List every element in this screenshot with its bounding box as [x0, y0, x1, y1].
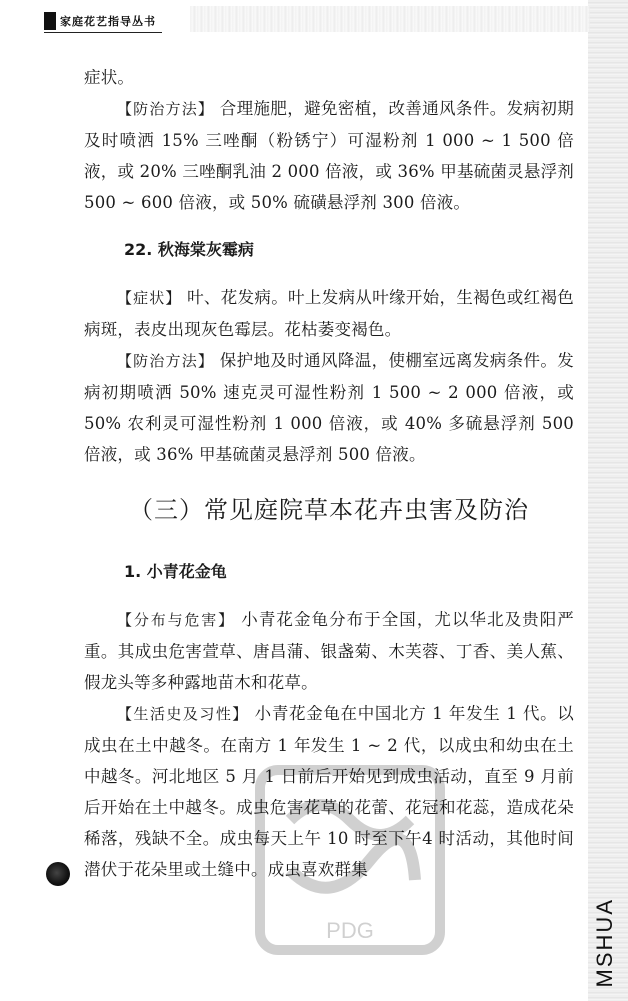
page-edge-shadow [588, 0, 628, 1001]
heading-begonia-gray-mold: 22. 秋海棠灰霉病 [124, 240, 254, 259]
paragraph-symptoms [84, 282, 574, 345]
keyword-label: 【症状】 [117, 289, 182, 307]
paragraph-distribution-damage [84, 604, 574, 698]
watermark-text: PDG [326, 918, 374, 943]
keyword-label: 【分布与危害】 [117, 611, 235, 629]
keyword-label: 【防治方法】 [117, 352, 215, 370]
heading-green-flower-chafer: 1. 小青花金龟 [124, 562, 227, 581]
keyword-label: 【生活史及习性】 [117, 705, 249, 723]
keyword-label: 【防治方法】 [117, 100, 215, 118]
paragraph-text: 合理施肥，避免密植，改善通风条件。发病初期及时喷洒 15% 三唑酮（粉锈宁）可湿粉剂 1 000 ~ 1 500 倍液，或 20% 三唑酮乳油 2 000 倍液，或 36% 甲基硫菌灵悬浮剂 500 ~ 600 倍液，或 50% 硫磺悬浮剂 300 倍液。 [84, 99, 574, 212]
header-marker-block [44, 12, 56, 30]
series-title: 家庭花艺指导丛书 [60, 15, 156, 28]
pdg-watermark-stamp [250, 760, 450, 960]
paragraph-text: 保护地及时通风降温，使棚室远离发病条件。发病初期喷洒 50% 速克灵可湿性粉剂 1 500 ~ 2 000 倍液，或 50% 农利灵可湿性粉剂 1 000 倍液，或 40% 多硫悬浮剂 500 倍液，或 36% 甲基硫菌灵悬浮剂 500 倍液。 [84, 351, 574, 464]
page-number-dot [46, 862, 70, 886]
side-watermark-text: MSHUA [592, 897, 617, 987]
header-scan-noise [190, 6, 590, 32]
running-header [44, 10, 162, 33]
paragraph-control-methods-2 [84, 345, 574, 470]
paragraph-text: 小青花金龟在中国北方 1 年发生 1 代。以成虫在土中越冬。在南方 1 年发生 1 ~ 2 代，以成虫和幼虫在土中越冬。河北地区 5 月 1 日前后开始见到成虫活动，直至 9 月前后开始在土中越冬。成虫危害花草的花蕾、花冠和花蕊，造成花朵稀落，残缺不全。成虫每天上午 10 时至下午4 时活动，其他时间潜伏于花朵里或土缝中。成虫喜欢群集 [84, 704, 574, 879]
paragraph-text: 叶、花发病。叶上发病从叶缘开始，生褐色或红褐色病斑，表皮出现灰色霉层。花枯萎变褐色。 [84, 288, 574, 339]
paragraph-text: 小青花金龟分布于全国，尤以华北及贵阳严重。其成虫危害萱草、唐昌蒲、银盏菊、木芙蓉、丁香、美人蕉、假龙头等多种露地苗木和花草。 [84, 610, 574, 692]
paragraph-control-methods-1 [84, 93, 574, 218]
section-title: （三）常见庭院草本花卉虫害及防治 [129, 496, 529, 524]
paragraph-continuation: 症状。 [84, 68, 135, 87]
